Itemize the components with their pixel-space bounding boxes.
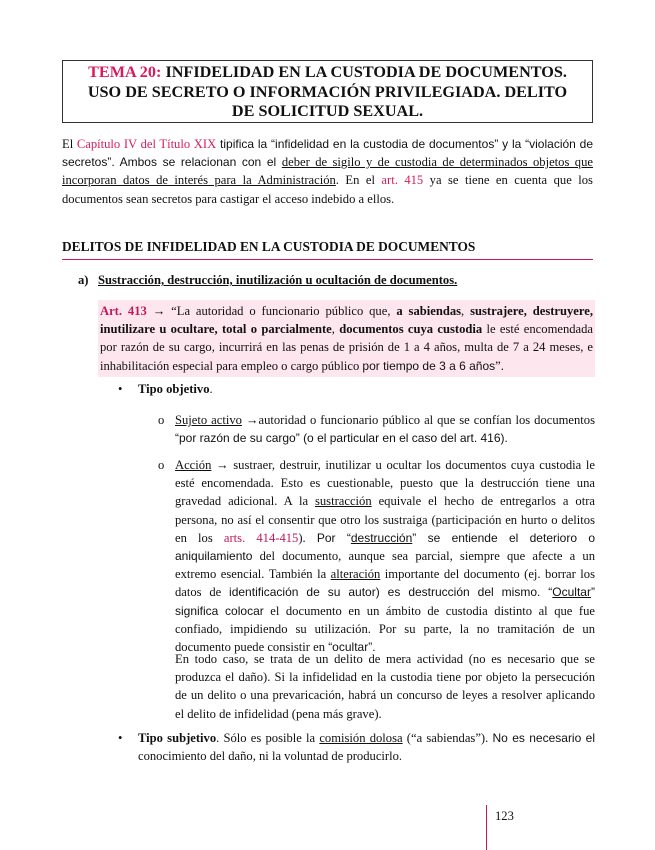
quote-bold: a sabiendas	[396, 304, 462, 318]
item-text: importante del documento (ej. borrar los datos de	[175, 567, 595, 600]
title-line2: USO DE SECRETO O INFORMACIÓN PRIVILEGIADA. DELITO	[87, 82, 568, 101]
bullet-icon: •	[118, 382, 123, 396]
quote-text: “La autoridad o funcionario público que,	[171, 304, 397, 318]
article-413-quote	[98, 300, 595, 377]
tipo-subjetivo-text	[138, 729, 595, 765]
term: comisión dolosa	[319, 731, 403, 745]
item-text: →autoridad o funcionario público al que se confían los documentos	[241, 413, 596, 427]
item-text: ).	[298, 530, 317, 545]
item-text: (“a sabiendas”).	[402, 731, 493, 745]
quote-text: por tiempo de 3 a 6 años	[362, 358, 496, 373]
subsection-letter: a)	[78, 273, 89, 287]
quote-bold: sustrajere, destruyere, inutilizare u ocultare, total o parcialmente	[100, 304, 593, 337]
item-text: Por “	[316, 530, 351, 545]
item-text: equivale el hecho de entregarlos a otra persona, no así el consentir que otro los sustraiga (participación en hurto o delitos en los	[175, 494, 595, 545]
item-text: conocimiento del daño, ni la voluntad de producirlo.	[138, 749, 403, 764]
tipo-subjetivo-label: Tipo subjetivo	[138, 731, 217, 745]
subsection-heading	[78, 271, 457, 289]
term: sustracción	[314, 494, 372, 509]
title-line1: INFIDELIDAD EN LA CUSTODIA DE DOCUMENTOS.	[161, 63, 567, 81]
item-text: No es necesario el	[492, 731, 595, 745]
article-413-link[interactable]: Art. 413	[100, 304, 147, 318]
circle-bullet-icon: o	[158, 458, 165, 472]
intro-underlined: deber de sigilo y de custodia de determinados objetos que incorporan datos de interés para la Administración	[62, 155, 593, 188]
intro-paragraph	[62, 135, 593, 208]
quote-text: le esté encomendada por razón de su cargo, incurrirá en las penas de prisión de 1 a 4 años, multa de 7 a 24 meses, e inhabilitación especial para empleo o cargo público	[100, 322, 594, 373]
item-text: “ocultar”.	[328, 640, 376, 655]
item-text: ” se entiende el deterioro o aniquilamiento	[175, 530, 596, 564]
section-heading: DELITOS DE INFIDELIDAD EN LA CUSTODIA DE DOCUMENTOS	[62, 238, 593, 260]
item-text: → sustraer, destruir, inutilizar u ocultar los documentos cuya custodia le esté encomendada. Esto es cuestionable, puesto que la destrucción tiene una gravedad adicional. A la	[175, 458, 595, 509]
subsection-title: Sustracción, destrucción, inutilización u ocultación de documentos.	[98, 273, 458, 287]
item-text: “por razón de su cargo” (o el particular en el caso del art. 416).	[175, 431, 508, 446]
term: Sujeto activo	[175, 413, 242, 427]
item-text: del documento, aunque sea parcial, siempre que afecte a un extremo esencial. También la	[175, 549, 595, 582]
item-text: identificación de su autor) es destrucción del mismo. “	[229, 585, 553, 600]
item-text: . Sólo es posible la	[216, 731, 320, 745]
sujeto-activo-text	[175, 411, 595, 447]
article-415-link[interactable]: art. 415	[381, 173, 424, 188]
title-line3: DE SOLICITUD SEXUAL.	[231, 102, 424, 120]
quote-text: ”.	[495, 358, 504, 373]
quote-text: ,	[331, 322, 340, 337]
accion-text	[175, 456, 595, 656]
chapter-reference-link[interactable]: Capítulo IV del Título XIX	[76, 137, 217, 151]
item-text: ” significa colocar	[175, 585, 595, 618]
intro-text: El	[62, 137, 77, 151]
arrow-icon: →	[146, 304, 172, 318]
punctuation: .	[209, 382, 213, 396]
quote-text: ,	[461, 304, 471, 318]
mere-activity-paragraph: En todo caso, se trata de un delito de mera actividad (no es necesario que se produzca el daño). Si la infidelidad en la custodia tiene por objeto la persecución de un delito o una prevaricación, habrá un concurso de leyes a resolver aplicando el delito de infidelidad (pena más grave).	[175, 652, 595, 721]
intro-text: ya se tiene en cuenta que los documentos sean secretos para castigar el acceso indebido a ellos.	[62, 173, 593, 206]
intro-text: tipifica la “infidelidad en la custodia de documentos” y la “violación de secretos”. Ambos se relacionan con el	[62, 137, 594, 170]
page-number: 123	[486, 805, 514, 850]
quote-bold: documentos cuya custodia	[339, 322, 483, 337]
bullet-icon: •	[118, 731, 123, 745]
term: destrucción	[350, 530, 413, 545]
tema-label: TEMA 20:	[88, 63, 162, 81]
chapter-title-box	[62, 60, 593, 123]
term: Acción	[175, 458, 212, 472]
articles-414-415-link[interactable]: arts. 414-415	[223, 530, 299, 545]
circle-bullet-icon: o	[158, 413, 165, 427]
term: alteración	[330, 567, 381, 582]
item-text: el documento en un ámbito de custodia distinto al que fue confiado, impidiendo su utilización. Por su parte, la no tramitación de un documento puede consistir en	[175, 603, 595, 655]
term: Ocultar	[552, 585, 591, 600]
intro-text: . En el	[335, 173, 382, 188]
tipo-objetivo-label: Tipo objetivo	[138, 382, 210, 396]
